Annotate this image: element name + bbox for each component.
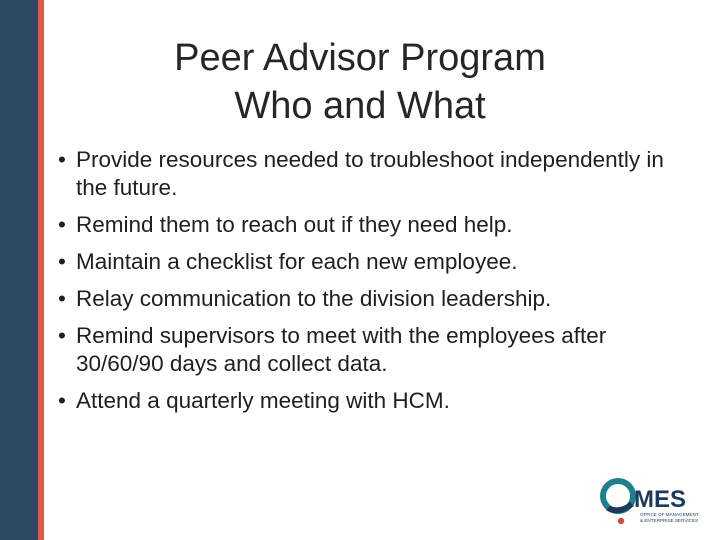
- bullet-text: Provide resources needed to troubleshoot independently in the future.: [76, 147, 664, 200]
- bullet-dot: •: [58, 286, 66, 311]
- bullet-text: Maintain a checklist for each new employee.: [76, 249, 518, 274]
- logo-tagline-line-1: OFFICE OF MANAGEMENT: [640, 512, 699, 517]
- logo-swoosh: [606, 502, 634, 513]
- bullet-item: [58, 285, 678, 313]
- logo-tagline-line-2: & ENTERPRISE SERVICES: [640, 518, 699, 523]
- bullet-item: [58, 387, 678, 415]
- bullet-text: Relay communication to the division leadership.: [76, 286, 552, 311]
- logo-wordmark: MES: [634, 486, 687, 513]
- logo-dot: [618, 518, 624, 524]
- slide-title-line-1: Peer Advisor Program: [174, 37, 546, 79]
- bullet-text: Remind supervisors to meet with the employees after 30/60/90 days and collect data.: [76, 323, 607, 376]
- bullet-dot: •: [58, 388, 66, 413]
- bullet-dot: •: [58, 249, 66, 274]
- slide-title: [60, 34, 660, 130]
- bullet-item: [58, 211, 678, 239]
- bullet-text: Remind them to reach out if they need help.: [76, 212, 513, 237]
- side-accent-stripe: [38, 0, 44, 540]
- bullet-dot: •: [58, 212, 66, 237]
- bullet-dot: •: [58, 323, 66, 348]
- side-accent-bar: [0, 0, 38, 540]
- bullet-item: [58, 322, 678, 378]
- bullet-item: [58, 248, 678, 276]
- omes-logo: [600, 472, 710, 530]
- bullet-text: Attend a quarterly meeting with HCM.: [76, 388, 450, 413]
- slide-title-line-2: Who and What: [234, 85, 486, 127]
- bullet-item: [58, 146, 678, 202]
- bullet-list: [58, 146, 678, 424]
- bullet-dot: •: [58, 147, 66, 172]
